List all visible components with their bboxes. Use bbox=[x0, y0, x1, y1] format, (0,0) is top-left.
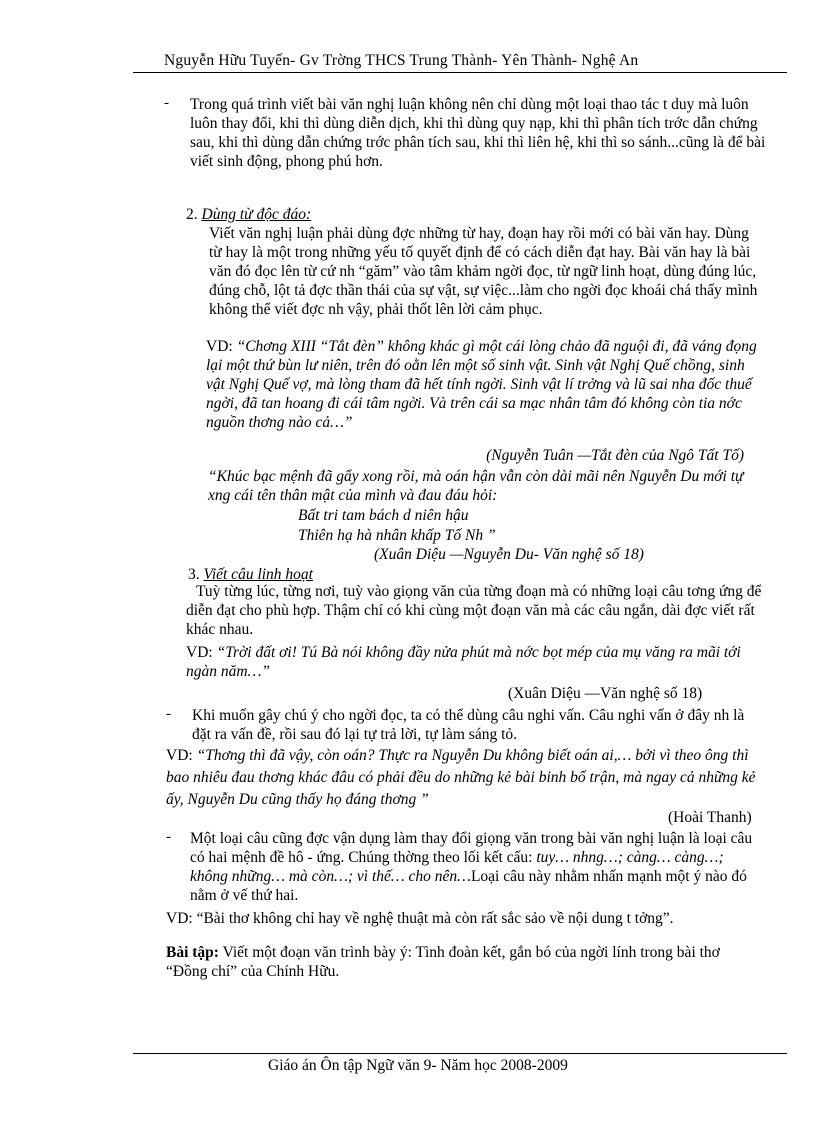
section-number: 2. bbox=[186, 206, 198, 223]
verse-line: Bất tri tam bách d niên hậu bbox=[298, 507, 469, 524]
quote-source: (Xuân Diệu —Văn nghệ số 18) bbox=[508, 685, 703, 702]
header-rule bbox=[133, 72, 787, 73]
bullet-paragraph-1: Trong quá trình viết bài văn nghị luận không nên chỉ dùng một loại thao tác t duy mà luôn luôn thay đổi, khi thì dùng diễn dịch, khi thì dùng quy nạp, khi thì phân tích trớc dẫn chứng sau, khi thì dùng dẫn chứng trớc phân tích sau, khi thì liên hệ, khi thì so sánh...cũng là để bài viết sinh động, phong phú hơn. bbox=[190, 96, 766, 170]
example-label: VD: bbox=[166, 747, 197, 764]
section-heading bbox=[186, 205, 311, 224]
example-sentence: VD: “Bài thơ không chỉ hay về nghệ thuật mà còn rất sắc sảo về nội dung t tởng”. bbox=[166, 910, 674, 927]
exercise bbox=[166, 943, 760, 981]
page-footer: Giáo án Ôn tập Ngữ văn 9- Năm học 2008-2009 bbox=[268, 1057, 568, 1074]
structure-pattern: tuy… nhng…; càng… càng…; không những… mà còn…; vì thế… cho nên… bbox=[190, 849, 724, 885]
example-quote: “Khúc bạc mệnh đã gẩy xong rồi, mà oán hận vẫn còn dài mãi nên Nguyễn Du mới tự xng cái tên thân mật của mình và đau đáu hỏi: bbox=[208, 468, 744, 504]
example-label: VD: bbox=[206, 338, 237, 355]
example-label: VD: bbox=[186, 644, 217, 661]
bullet-paragraph-3 bbox=[190, 829, 764, 905]
quote-source: (Hoài Thanh) bbox=[668, 809, 752, 826]
bullet-tail: Loại câu này nhằm nhấn mạnh một ý nào đó nằm ở vế thứ hai. bbox=[190, 868, 747, 904]
example-quote bbox=[166, 745, 766, 811]
quote-source: (Nguyễn Tuân —Tắt đèn của Ngô Tất Tố) bbox=[486, 447, 744, 464]
quote-source: (Xuân Diệu —Nguyễn Du- Văn nghệ số 18) bbox=[374, 546, 644, 563]
bullet-marker: - bbox=[166, 706, 171, 722]
section-title: Dùng từ độc đáo: bbox=[201, 206, 312, 223]
example-text: “Thơng thì đã vậy, còn oán? Thực ra Nguyễn Du không biết oán ai,… bởi vì theo ông thì bao nhiêu đau thơng khác đâu có phải đều do những kẻ bài binh bố trận, mà ngay cả những kẻ ấy, Nguyễn Du cũng thấy họ đáng thơng ” bbox=[166, 747, 756, 808]
exercise-text: Viết một đoạn văn trình bày ý: Tình đoàn kết, gắn bó của ngời lính trong bài thơ “Đồng chí” của Chính Hữu. bbox=[166, 944, 720, 980]
bullet-paragraph-2: Khi muốn gây chú ý cho ngời đọc, ta có thể dùng câu nghi vấn. Câu nghi vấn ở đây nh là đặt ra vấn đề, rồi sau đó lại tự trả lời, tự làm sáng tỏ. bbox=[192, 707, 745, 743]
exercise-label: Bài tập: bbox=[166, 944, 219, 961]
example-quote bbox=[186, 643, 764, 681]
example-text: “Chơng XIII “Tắt đèn” không khác gì một cái lòng chảo đã nguội đi, đã váng đọng lại một thứ bùn lư niên, trên đó oằn lên một số sinh vật. Sinh vật Nghị Quế chồng, sinh vật Nghị Quế vợ, mà lòng tham đã hết tính ngời. Sinh vật lí trởng và lũ sai nha đốc thuế ngời, đã tan hoang đi cái tâm ngời. Và trên cái sa mạc nhân tâm đó không còn tia nớc nguồn thơng nào cả…” bbox=[206, 338, 757, 431]
bullet-text: Một loại câu cũng đợc vận dụng làm thay đổi giọng văn trong bài văn nghị luận là loại câu có hai mệnh đề hô - ứng. Chúng thờng theo lối kết cấu: bbox=[190, 830, 753, 866]
bullet-marker: - bbox=[164, 95, 169, 111]
page-header: Nguyễn Hữu Tuyến- Gv Trờng THCS Trung Thành- Yên Thành- Nghệ An bbox=[164, 52, 639, 69]
section-number: 3. bbox=[188, 566, 200, 583]
section-paragraph: Tuỳ từng lúc, từng nơi, tuỳ vào giọng văn của từng đoạn mà có những loại câu tơng ứng để diễn đạt cho phù hợp. Thậm chí có khi cùng một đoạn văn mà các câu ngắn, dài đợc viết rất khác nhau. bbox=[186, 583, 762, 638]
example-text: “Trời đất ơi! Tú Bà nói không đầy nửa phút mà nớc bọt mép của mụ văng ra mãi tới ngàn năm…” bbox=[186, 644, 741, 680]
example-quote bbox=[206, 337, 761, 432]
footer-rule bbox=[133, 1053, 787, 1054]
verse-line: Thiên hạ hà nhân khấp Tố Nh ” bbox=[298, 527, 496, 544]
bullet-marker: - bbox=[166, 829, 171, 845]
section-paragraph: Viết văn nghị luận phải dùng đợc những từ hay, đoạn hay rồi mới có bài văn hay. Dùng từ hay là một trong những yếu tố quyết định để có cách diễn đạt hay. Bài văn hay là bài văn đó đọc lên từ cứ nh “găm” vào tâm khảm ngời đọc, từ ngữ linh hoạt, dùng đúng lúc, đúng chỗ, lột tả đợc thần thái của sự vật, sự việc...làm cho ngời đọc khoái chá thấy mình không thể viết đợc nh vậy, phải thốt lên lời cảm phục. bbox=[209, 225, 758, 318]
section-title: Viết câu linh hoạt bbox=[203, 566, 313, 583]
